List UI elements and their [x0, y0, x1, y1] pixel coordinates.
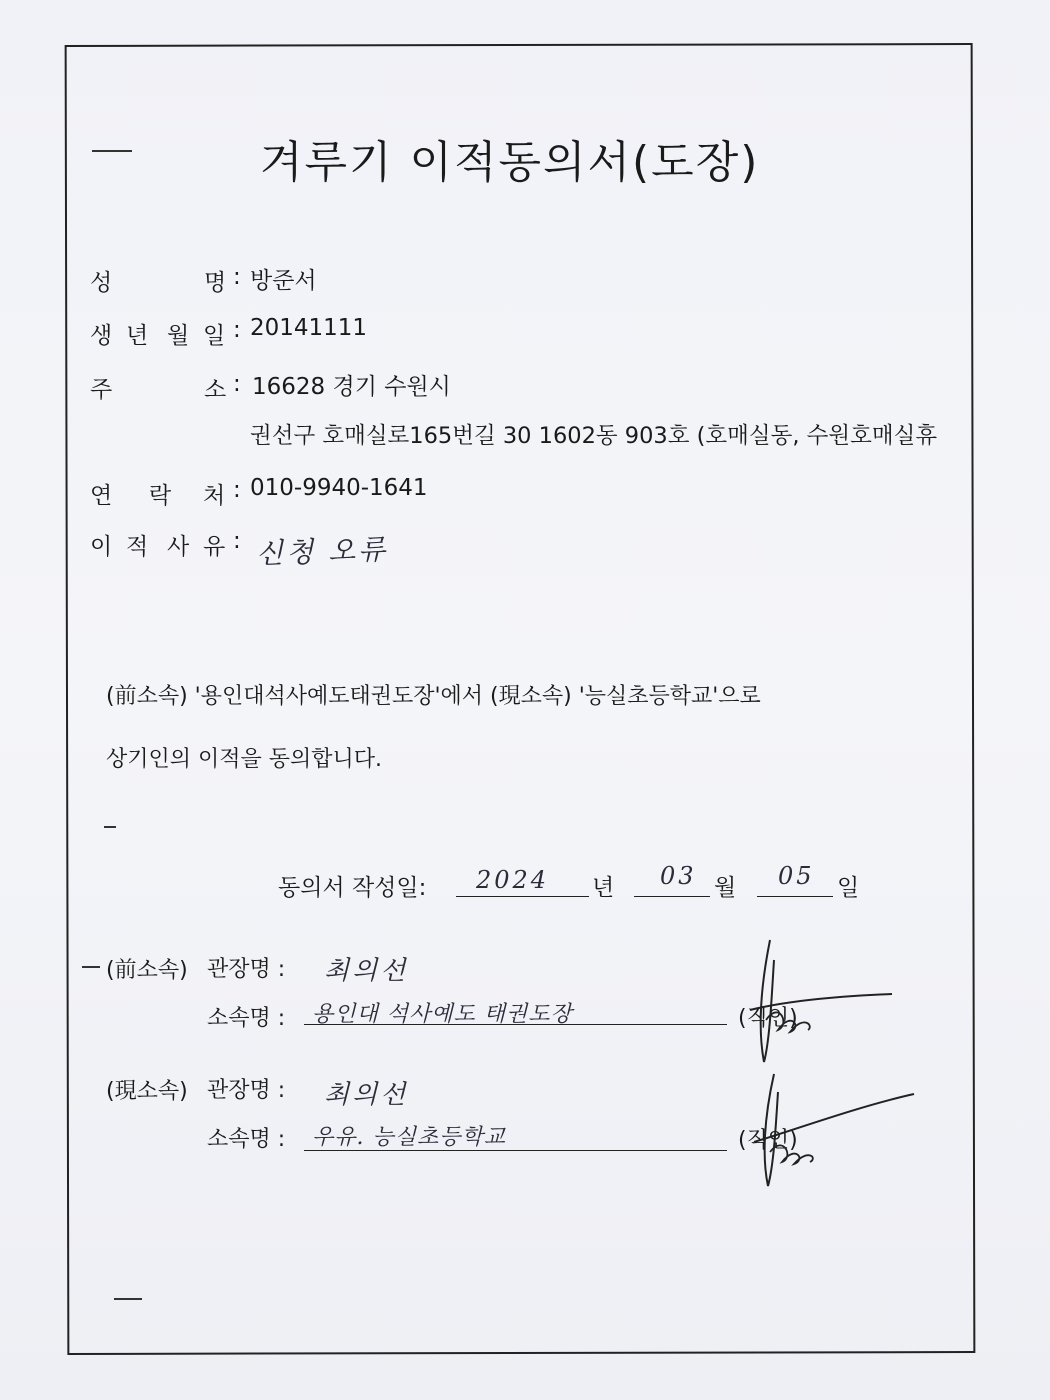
- previous-org-handwritten: 용인대 석사예도 태권도장: [312, 1002, 573, 1027]
- margin-tick: [114, 1298, 142, 1300]
- margin-tick: [104, 826, 116, 828]
- field-label-char: 처: [203, 483, 226, 509]
- field-label-char: 유: [203, 534, 226, 560]
- previous-signature: [730, 930, 910, 1070]
- previous-director-handwritten: 최의선: [324, 956, 409, 986]
- date-year-handwritten: 2024: [476, 866, 550, 894]
- field-label-char: 연: [90, 483, 113, 509]
- document-title: 겨루기 이적동의서(도장): [260, 137, 760, 188]
- date-year-unit: 년: [592, 875, 615, 901]
- field-label-char: 명: [204, 270, 227, 296]
- field-colon: :: [233, 264, 241, 290]
- field-label-char: 락: [149, 483, 172, 509]
- current-affiliation-tag: (現소속): [106, 1079, 188, 1104]
- field-label-char: 이: [90, 534, 113, 560]
- current-director-handwritten: 최의선: [324, 1080, 409, 1110]
- previous-affiliation-tag: (前소속): [106, 958, 188, 983]
- field-label-char: 일: [203, 323, 226, 349]
- transfer-reason-handwritten: 신청 오류: [255, 532, 389, 571]
- field-label-char: 사: [167, 534, 190, 560]
- field-colon: :: [233, 371, 241, 397]
- address-value: 16628 경기 수원시: [252, 374, 451, 400]
- current-org-label: 소속명 :: [207, 1127, 286, 1152]
- field-label-char: 년: [126, 323, 149, 349]
- current-director-label: 관장명 :: [207, 1078, 286, 1103]
- field-label-char: 적: [126, 534, 149, 560]
- previous-org-label: 소속명 :: [207, 1006, 286, 1031]
- date-month-handwritten: 03: [660, 862, 697, 890]
- previous-director-label: 관장명 :: [207, 957, 286, 982]
- address-value-line2: 권선구 호매실로165번길 30 1602동 903호 (호매실동, 수원호매실휴: [250, 423, 938, 449]
- contact-value: 010-9940-1641: [250, 475, 428, 501]
- margin-tick: [92, 150, 132, 152]
- statement-line-2: 상기인의 이적을 동의합니다.: [106, 747, 383, 772]
- field-label-char: 주: [90, 377, 113, 403]
- statement-line-1: (前소속) '용인대석사예도태권도장'에서 (現소속) '능실초등학교'으로: [106, 684, 761, 709]
- date-day-unit: 일: [837, 875, 860, 901]
- current-signature: [730, 1068, 920, 1198]
- field-colon: :: [233, 528, 241, 554]
- field-label-char: 성: [90, 270, 113, 296]
- field-label-char: 소: [204, 377, 227, 403]
- previous-seal-placeholder: (직인): [738, 1006, 798, 1031]
- margin-tick: [82, 966, 100, 968]
- current-org-handwritten: 우유. 능실초등학교: [312, 1125, 507, 1150]
- birthdate-value: 20141111: [250, 315, 368, 341]
- date-label: 동의서 작성일:: [278, 875, 427, 901]
- date-day-handwritten: 05: [778, 862, 815, 890]
- name-value: 방준서: [250, 268, 317, 294]
- field-colon: :: [233, 477, 241, 503]
- field-label-char: 월: [167, 323, 190, 349]
- field-colon: :: [233, 317, 241, 343]
- date-month-unit: 월: [714, 875, 737, 901]
- field-label-char: 생: [90, 323, 113, 349]
- current-seal-placeholder: (직인): [738, 1128, 798, 1153]
